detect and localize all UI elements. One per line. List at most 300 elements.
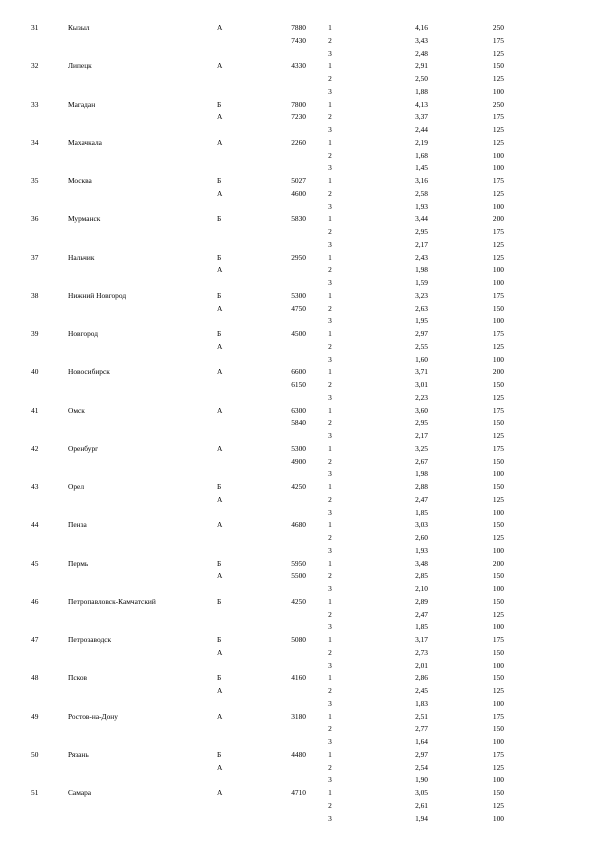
row-number: 40 [31,367,39,377]
subrow-index: 2 [328,686,332,695]
coefficient-value: 2,60 [415,533,428,542]
subrow-index: 2 [328,609,332,619]
norm-value: 150 [492,456,504,466]
zone-letter: А [217,788,223,797]
row-number: 39 [31,329,39,338]
coefficient-value: 3,05 [415,788,428,797]
degree-days-value: 4710 [291,788,306,797]
zone-letter: Б [217,252,222,262]
degree-days-value: 4900 [291,456,306,466]
norm-value: 175 [492,329,504,338]
subrow-index: 2 [328,571,332,581]
norm-value: 150 [492,788,504,797]
norm-value: 175 [492,112,504,122]
degree-days-value: 2950 [291,252,306,262]
table-row [0,85,595,98]
zone-letter: А [217,23,223,32]
subrow-index: 2 [328,800,332,810]
norm-value: 250 [492,99,504,109]
table-row [0,646,595,659]
city-name: Пермь [68,558,89,568]
norm-value: 100 [492,265,504,275]
norm-value: 150 [492,647,504,657]
coefficient-value: 1,68 [415,150,428,160]
coefficient-value: 2,61 [415,800,428,810]
subrow-index: 3 [328,163,332,173]
subrow-index: 1 [328,711,332,721]
coefficient-value: 2,43 [415,252,428,262]
coefficient-value: 3,44 [415,214,428,224]
subrow-index: 3 [328,431,332,440]
table-row [0,429,595,442]
row-number: 50 [31,749,39,759]
table-row [0,608,595,621]
norm-value: 175 [492,290,504,300]
coefficient-value: 1,95 [415,316,428,326]
coefficient-value: 3,37 [415,112,428,122]
coefficient-value: 3,03 [415,520,428,530]
degree-days-value: 4250 [291,482,306,491]
degree-days-value: 3180 [291,711,306,721]
degree-days-value: 5300 [291,443,306,453]
coefficient-value: 2,54 [415,762,428,772]
coefficient-value: 2,51 [415,711,428,721]
norm-value: 125 [492,252,504,262]
subrow-index: 1 [328,596,332,606]
table-row [0,467,595,480]
city-name: Новосибирск [68,367,110,377]
coefficient-value: 1,85 [415,507,428,517]
subrow-index: 3 [328,813,332,823]
zone-letter: Б [217,558,222,568]
table-row [0,722,595,735]
subrow-index: 3 [328,469,332,479]
degree-days-value: 5080 [291,635,306,644]
coefficient-value: 3,60 [415,405,428,415]
degree-days-value: 4160 [291,673,306,683]
city-name: Оренбург [68,443,99,453]
table-row [0,748,595,761]
coefficient-value: 2,97 [415,749,428,759]
table-row [0,773,595,786]
city-name: Махачкала [68,137,102,147]
row-number: 31 [31,23,39,32]
city-name: Псков [68,673,88,683]
zone-letter: Б [217,635,222,644]
coefficient-value: 2,19 [415,137,428,147]
coefficient-value: 2,44 [415,125,428,134]
table-row [0,442,595,455]
subrow-index: 1 [328,290,332,300]
table-row [0,659,595,672]
table-row [0,21,595,34]
table-row [0,187,595,200]
coefficient-value: 1,45 [415,163,428,173]
zone-letter: Б [217,176,222,185]
table-row [0,314,595,327]
subrow-index: 3 [328,354,332,364]
row-number: 42 [31,443,39,453]
coefficient-value: 3,16 [415,176,428,185]
subrow-index: 3 [328,622,332,632]
city-name: Рязань [68,749,89,759]
zone-letter: Б [217,596,222,606]
subrow-index: 1 [328,520,332,530]
norm-value: 175 [492,711,504,721]
norm-value: 100 [492,545,504,555]
subrow-index: 1 [328,329,332,338]
table-row [0,620,595,633]
norm-value: 100 [492,354,504,364]
row-number: 45 [31,558,39,568]
table-row [0,212,595,225]
row-number: 47 [31,635,39,644]
subrow-index: 2 [328,456,332,466]
row-number: 46 [31,596,39,606]
row-number: 48 [31,673,39,683]
norm-value: 100 [492,660,504,670]
subrow-index: 3 [328,125,332,134]
table-row [0,302,595,315]
norm-value: 175 [492,635,504,644]
norm-value: 150 [492,418,504,428]
coefficient-value: 2,85 [415,571,428,581]
degree-days-value: 4750 [291,303,306,313]
coefficient-value: 2,17 [415,431,428,440]
zone-letter: Б [217,99,222,109]
subrow-index: 1 [328,137,332,147]
norm-value: 125 [492,392,504,402]
norm-value: 100 [492,278,504,287]
norm-value: 175 [492,749,504,759]
coefficient-value: 1,98 [415,469,428,479]
norm-value: 250 [492,23,504,32]
subrow-index: 1 [328,788,332,797]
table-row [0,684,595,697]
norm-value: 200 [492,214,504,224]
table-row [0,786,595,799]
coefficient-value: 2,45 [415,686,428,695]
coefficient-value: 2,73 [415,647,428,657]
norm-value: 125 [492,800,504,810]
norm-value: 100 [492,316,504,326]
table-row [0,365,595,378]
norm-value: 125 [492,125,504,134]
coefficient-value: 1,93 [415,201,428,211]
coefficient-value: 3,23 [415,290,428,300]
subrow-index: 3 [328,201,332,211]
norm-value: 125 [492,762,504,772]
coefficient-value: 1,83 [415,698,428,708]
norm-value: 125 [492,188,504,198]
subrow-index: 3 [328,698,332,708]
norm-value: 200 [492,367,504,377]
norm-value: 100 [492,775,504,785]
coefficient-value: 2,95 [415,227,428,236]
subrow-index: 2 [328,533,332,542]
subrow-index: 2 [328,724,332,734]
coefficient-value: 2,47 [415,609,428,619]
table-row [0,480,595,493]
zone-letter: Б [217,673,222,683]
subrow-index: 1 [328,61,332,71]
coefficient-value: 3,01 [415,380,428,389]
row-number: 49 [31,711,39,721]
table-row [0,493,595,506]
subrow-index: 1 [328,176,332,185]
coefficient-value: 1,88 [415,86,428,96]
subrow-index: 2 [328,380,332,389]
degree-days-value: 5950 [291,558,306,568]
degree-days-value: 6150 [291,380,306,389]
coefficient-value: 2,86 [415,673,428,683]
zone-letter: А [217,443,223,453]
norm-value: 125 [492,74,504,83]
subrow-index: 2 [328,647,332,657]
table-row [0,378,595,391]
degree-days-value: 5027 [291,176,306,185]
norm-value: 100 [492,469,504,479]
subrow-index: 1 [328,23,332,32]
city-name: Пенза [68,520,87,530]
norm-value: 100 [492,507,504,517]
degree-days-value: 7230 [291,112,306,122]
coefficient-value: 2,47 [415,494,428,504]
table-row [0,263,595,276]
zone-letter: А [217,341,223,351]
norm-value: 175 [492,176,504,185]
subrow-index: 2 [328,762,332,772]
row-number: 38 [31,290,39,300]
table-row [0,238,595,251]
subrow-index: 1 [328,635,332,644]
table-row [0,595,595,608]
city-name: Самара [68,788,92,797]
subrow-index: 2 [328,494,332,504]
subrow-index: 1 [328,99,332,109]
coefficient-value: 2,23 [415,392,428,402]
norm-value: 150 [492,380,504,389]
city-name: Нижний Новгород [68,290,127,300]
table-row [0,59,595,72]
row-number: 33 [31,99,39,109]
zone-letter: А [217,188,223,198]
coefficient-value: 1,59 [415,278,428,287]
norm-value: 100 [492,813,504,823]
table-row [0,340,595,353]
subrow-index: 2 [328,341,332,351]
norm-value: 125 [492,137,504,147]
subrow-index: 1 [328,367,332,377]
coefficient-value: 2,88 [415,482,428,491]
table-row [0,161,595,174]
table-row [0,518,595,531]
degree-days-value: 4500 [291,329,306,338]
subrow-index: 2 [328,418,332,428]
table-row [0,136,595,149]
zone-letter: А [217,137,223,147]
city-name: Мурманск [68,214,101,224]
zone-letter: Б [217,482,222,491]
table-row [0,416,595,429]
zone-letter: А [217,112,223,122]
city-name: Петропавловск-Камчатский [68,596,156,606]
subrow-index: 1 [328,252,332,262]
norm-value: 125 [492,533,504,542]
zone-letter: Б [217,214,222,224]
subrow-index: 1 [328,558,332,568]
subrow-index: 2 [328,74,332,83]
norm-value: 150 [492,724,504,734]
norm-value: 100 [492,584,504,593]
table-row [0,697,595,710]
zone-letter: А [217,711,223,721]
table-row [0,251,595,264]
coefficient-value: 2,01 [415,660,428,670]
table-row [0,569,595,582]
coefficient-value: 2,67 [415,456,428,466]
zone-letter: А [217,686,223,695]
city-name: Москва [68,176,92,185]
degree-days-value: 7880 [291,23,306,32]
subrow-index: 3 [328,737,332,746]
row-number: 41 [31,405,39,415]
norm-value: 125 [492,239,504,249]
table-row [0,557,595,570]
degree-days-value: 6600 [291,367,306,377]
zone-letter: А [217,494,223,504]
city-name: Нальчик [68,252,95,262]
coefficient-value: 3,25 [415,443,428,453]
city-name: Магадан [68,99,96,109]
coefficient-value: 1,98 [415,265,428,275]
coefficient-value: 1,94 [415,813,428,823]
norm-value: 175 [492,405,504,415]
norm-value: 125 [492,494,504,504]
subrow-index: 1 [328,482,332,491]
subrow-index: 3 [328,545,332,555]
coefficient-value: 2,48 [415,48,428,58]
row-number: 35 [31,176,39,185]
row-number: 36 [31,214,39,224]
subrow-index: 3 [328,48,332,58]
degree-days-value: 5500 [291,571,306,581]
degree-days-value: 5830 [291,214,306,224]
norm-value: 125 [492,609,504,619]
city-name: Липецк [68,61,92,71]
subrow-index: 1 [328,214,332,224]
row-number: 32 [31,61,39,71]
coefficient-value: 1,60 [415,354,428,364]
norm-value: 125 [492,686,504,695]
city-name: Петрозаводск [68,635,112,644]
coefficient-value: 2,55 [415,341,428,351]
table-row [0,710,595,723]
norm-value: 150 [492,596,504,606]
coefficient-value: 3,43 [415,35,428,45]
subrow-index: 3 [328,239,332,249]
table-row [0,149,595,162]
subrow-index: 1 [328,405,332,415]
subrow-index: 3 [328,86,332,96]
table-row [0,531,595,544]
coefficient-value: 3,17 [415,635,428,644]
city-name: Омск [68,405,85,415]
zone-letter: Б [217,329,222,338]
zone-letter: Б [217,290,222,300]
coefficient-value: 2,89 [415,596,428,606]
coefficient-value: 2,95 [415,418,428,428]
coefficient-value: 4,13 [415,99,428,109]
coefficient-value: 2,63 [415,303,428,313]
table-row [0,98,595,111]
coefficient-value: 4,16 [415,23,428,32]
subrow-index: 2 [328,227,332,236]
coefficient-value: 2,91 [415,61,428,71]
subrow-index: 1 [328,749,332,759]
subrow-index: 3 [328,660,332,670]
table-row [0,225,595,238]
zone-letter: А [217,647,223,657]
norm-value: 125 [492,48,504,58]
city-name: Кызыл [68,23,90,32]
norm-value: 150 [492,482,504,491]
table-row [0,799,595,812]
subrow-index: 1 [328,443,332,453]
norm-value: 125 [492,431,504,440]
coefficient-value: 2,58 [415,188,428,198]
coefficient-value: 2,50 [415,74,428,83]
coefficient-value: 2,77 [415,724,428,734]
coefficient-value: 1,90 [415,775,428,785]
row-number: 37 [31,252,39,262]
norm-value: 150 [492,61,504,71]
table-row [0,276,595,289]
city-name: Ростов-на-Дону [68,711,118,721]
table-row [0,289,595,302]
norm-value: 100 [492,86,504,96]
zone-letter: А [217,571,223,581]
table-row [0,47,595,60]
norm-value: 150 [492,673,504,683]
norm-value: 150 [492,303,504,313]
norm-value: 100 [492,622,504,632]
coefficient-value: 3,71 [415,367,428,377]
coefficient-value: 1,85 [415,622,428,632]
table-row [0,200,595,213]
zone-letter: А [217,303,223,313]
zone-letter: А [217,520,223,530]
table-row [0,353,595,366]
subrow-index: 2 [328,35,332,45]
subrow-index: 2 [328,150,332,160]
table-row [0,812,595,825]
norm-value: 175 [492,227,504,236]
table-row [0,582,595,595]
table-row [0,544,595,557]
subrow-index: 3 [328,775,332,785]
norm-value: 125 [492,341,504,351]
zone-letter: Б [217,749,222,759]
row-number: 51 [31,788,39,797]
subrow-index: 3 [328,584,332,593]
row-number: 44 [31,520,39,530]
subrow-index: 3 [328,392,332,402]
degree-days-value: 5840 [291,418,306,428]
table-row [0,391,595,404]
subrow-index: 3 [328,507,332,517]
subrow-index: 2 [328,265,332,275]
